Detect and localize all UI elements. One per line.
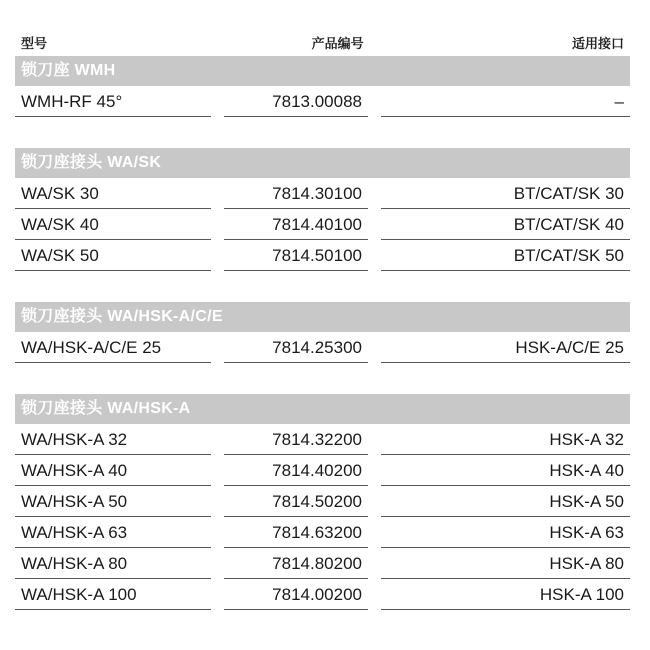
cell-model: WA/HSK-A 50: [15, 486, 211, 517]
section-title: 锁刀座接头 WA/HSK-A: [15, 394, 630, 424]
cell-interface: BT/CAT/SK 30: [381, 178, 630, 209]
section-title: 锁刀座接头 WA/SK: [15, 148, 630, 178]
table-row: [15, 332, 630, 363]
cell-model: WA/HSK-A 100: [15, 579, 211, 610]
cell-model: WA/HSK-A 63: [15, 517, 211, 548]
cell-model: WA/SK 30: [15, 178, 211, 209]
table-row: [15, 209, 630, 240]
table-row: [15, 486, 630, 517]
cell-interface: HSK-A 100: [381, 579, 630, 610]
cell-model: WMH-RF 45°: [15, 86, 211, 117]
cell-model: WA/HSK-A/C/E 25: [15, 332, 211, 363]
section-wmh: [15, 56, 630, 117]
table-row: [15, 579, 630, 610]
table-header: [15, 28, 630, 56]
cell-part-number: 7814.30100: [224, 178, 368, 209]
cell-interface: HSK-A 40: [381, 455, 630, 486]
cell-interface: HSK-A 50: [381, 486, 630, 517]
cell-interface: –: [381, 86, 630, 117]
cell-part-number: 7814.50200: [224, 486, 368, 517]
cell-part-number: 7814.25300: [224, 332, 368, 363]
cell-part-number: 7814.63200: [224, 517, 368, 548]
table-row: [15, 548, 630, 579]
section-wa-hsk-ace: [15, 302, 630, 363]
cell-interface: BT/CAT/SK 50: [381, 240, 630, 271]
cell-interface: HSK-A 63: [381, 517, 630, 548]
cell-model: WA/HSK-A 40: [15, 455, 211, 486]
cell-part-number: 7813.00088: [224, 86, 368, 117]
table-row: [15, 455, 630, 486]
header-interface: 适用接口: [571, 35, 624, 51]
table-row: [15, 178, 630, 209]
cell-interface: BT/CAT/SK 40: [381, 209, 630, 240]
cell-model: WA/SK 50: [15, 240, 211, 271]
cell-part-number: 7814.80200: [224, 548, 368, 579]
cell-part-number: 7814.50100: [224, 240, 368, 271]
cell-interface: HSK-A 32: [381, 424, 630, 455]
header-part-number: 产品编号: [311, 35, 364, 51]
header-model: 型号: [21, 35, 48, 51]
section-wa-sk: [15, 148, 630, 271]
section-title: 锁刀座 WMH: [15, 56, 630, 86]
cell-part-number: 7814.32200: [224, 424, 368, 455]
cell-part-number: 7814.40200: [224, 455, 368, 486]
table-row: [15, 240, 630, 271]
cell-model: WA/HSK-A 32: [15, 424, 211, 455]
cell-model: WA/SK 40: [15, 209, 211, 240]
cell-interface: HSK-A 80: [381, 548, 630, 579]
cell-part-number: 7814.40100: [224, 209, 368, 240]
cell-model: WA/HSK-A 80: [15, 548, 211, 579]
table-row: [15, 86, 630, 117]
table-row: [15, 424, 630, 455]
product-table: [15, 28, 630, 610]
section-title: 锁刀座接头 WA/HSK-A/C/E: [15, 302, 630, 332]
section-wa-hsk-a: [15, 394, 630, 610]
cell-interface: HSK-A/C/E 25: [381, 332, 630, 363]
cell-part-number: 7814.00200: [224, 579, 368, 610]
table-row: [15, 517, 630, 548]
